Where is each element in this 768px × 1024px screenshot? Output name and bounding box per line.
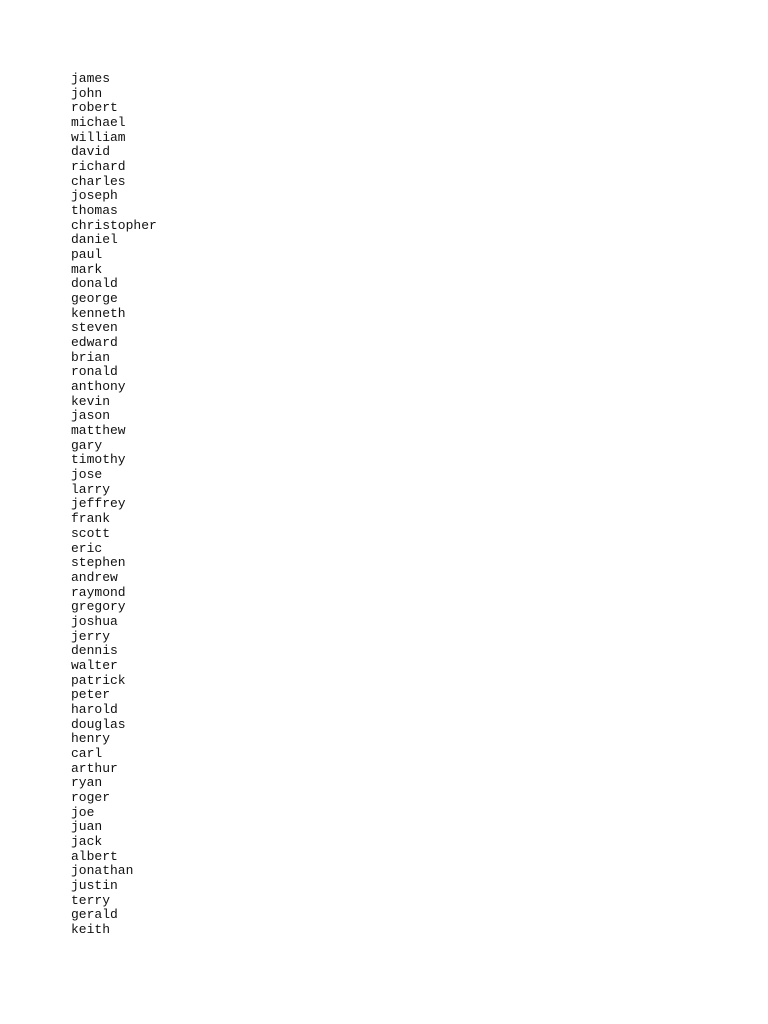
list-item: jason [71,408,111,424]
list-item: dennis [71,643,118,659]
list-item: steven [71,320,118,336]
list-item: edward [71,335,118,351]
list-item: gregory [71,599,126,615]
list-item: david [71,144,111,160]
list-item: james [71,71,111,86]
list-item: gerald [71,907,118,923]
list-item: christopher [71,217,157,233]
list-item: jonathan [71,863,134,879]
list-item: kevin [71,393,111,409]
list-item: juan [71,819,103,835]
list-item: justin [71,877,118,893]
list-item: larry [71,481,111,497]
list-item: raymond [71,584,126,600]
list-item: joseph [71,188,118,204]
list-item: donald [71,276,118,292]
list-item: jerry [71,628,111,644]
list-item: keith [71,921,111,937]
list-item: paul [71,247,103,263]
list-item: george [71,291,118,307]
list-item: roger [71,789,111,805]
list-item: scott [71,525,111,541]
list-item: timothy [71,452,126,468]
list-item: anthony [71,379,126,395]
list-item: eric [71,540,103,556]
list-item: joshua [71,613,118,629]
list-item: arthur [71,760,118,776]
list-item: albert [71,848,118,864]
list-item: peter [71,687,111,703]
list-item: mark [71,261,103,277]
list-item: matthew [71,423,126,439]
list-item: jack [71,833,103,849]
list-item: ryan [71,775,103,791]
list-item: john [71,85,103,101]
list-item: robert [71,100,118,116]
list-item: kenneth [71,305,126,321]
list-item: jose [71,467,103,483]
list-item: michael [71,115,126,131]
list-item: henry [71,731,111,747]
list-item: patrick [71,672,126,688]
list-item: william [71,129,126,145]
list-item: jeffrey [71,496,126,512]
list-item: brian [71,349,111,365]
name-list [71,72,157,938]
list-item: daniel [71,232,118,248]
list-item: richard [71,159,126,175]
list-item: charles [71,173,126,189]
list-item: frank [71,511,111,527]
list-item: terry [71,892,111,908]
list-item: andrew [71,569,118,585]
list-item: harold [71,701,118,717]
list-item: stephen [71,555,126,571]
list-item: douglas [71,716,126,732]
list-item: thomas [71,203,118,219]
list-item: carl [71,745,103,761]
list-item: gary [71,437,103,453]
list-item: walter [71,657,118,673]
list-item: joe [71,804,95,820]
list-item: ronald [71,364,118,380]
